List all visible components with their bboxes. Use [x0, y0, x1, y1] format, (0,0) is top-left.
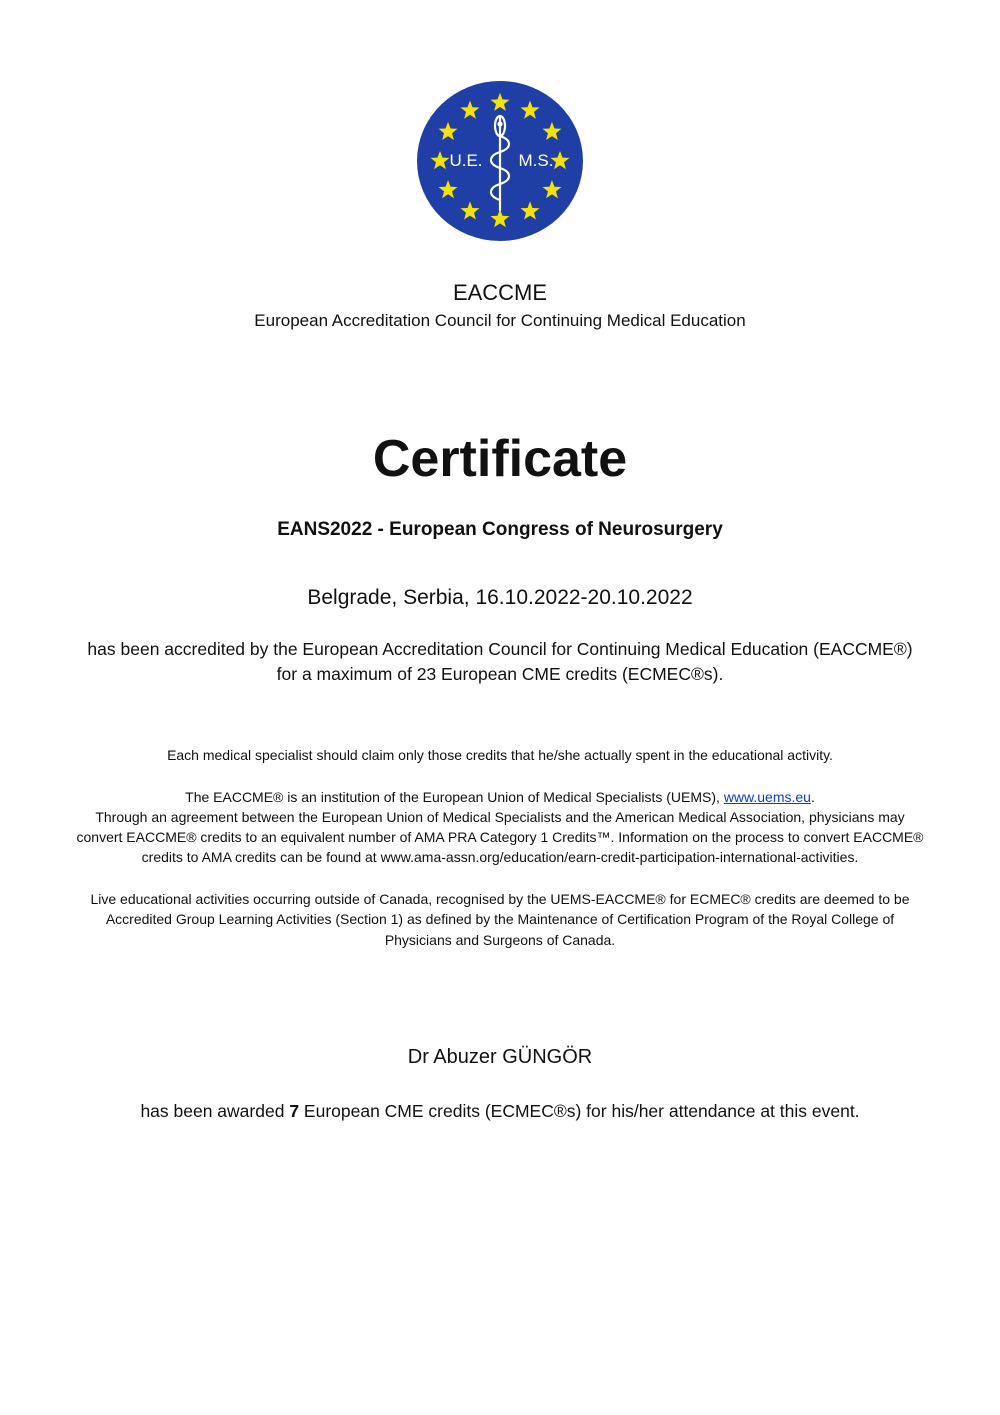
accreditation-line-1: has been accredited by the European Accreditation Council for Continuing Medical Education (EACCME®)	[87, 639, 913, 659]
canada-line-1: Live educational activities occurring outside of Canada, recognised by the UEMS-EACCME® for ECMEC® credits are deemed to be	[90, 891, 910, 907]
accreditation-line-2: for a maximum of 23 European CME credits (ECMEC®s).	[276, 664, 724, 684]
organization-full-name: European Accreditation Council for Continuing Medical Education	[254, 311, 746, 330]
logo-right-text: M.S.	[518, 151, 554, 170]
canada-line-3: Physicians and Surgeons of Canada.	[384, 932, 616, 948]
institution-suffix: .	[810, 789, 815, 805]
event-name: EANS2022 - European Congress of Neurosurgery	[277, 519, 723, 540]
canada-line-2: Accredited Group Learning Activities (Section 1) as defined by the Maintenance of Certification Program of the Royal College of	[105, 911, 895, 927]
claim-note: Each medical specialist should claim only those credits that he/she actually spent in the educational activity.	[167, 747, 833, 763]
institution-prefix: The EACCME® is an institution of the European Union of Medical Specialists (UEMS),	[185, 789, 724, 805]
organization-acronym: EACCME	[452, 280, 548, 305]
agreement-line-2: convert EACCME® credits to an equivalent number of AMA PRA Category 1 Credits™. Information on the process to convert EACCME®	[76, 829, 924, 845]
award-credits: 7	[289, 1101, 300, 1121]
award-prefix: has been awarded	[140, 1101, 290, 1121]
uems-link[interactable]: www.uems.eu	[723, 789, 811, 805]
award-suffix: European CME credits (ECMEC®s) for his/her attendance at this event.	[299, 1101, 860, 1121]
award-statement	[0, 1099, 1000, 1123]
uems-logo	[416, 80, 584, 242]
logo-left-text: U.E.	[449, 151, 483, 170]
agreement-line-1: Through an agreement between the European Union of Medical Specialists and the American Medical Association, physicians may	[95, 809, 905, 825]
certificate-title: Certificate	[372, 430, 628, 488]
recipient-name: Dr Abuzer GÜNGÖR	[407, 1046, 593, 1068]
institution-note	[0, 787, 1000, 807]
agreement-line-3: credits to AMA credits can be found at www.ama-assn.org/education/earn-credit-participation-international-activities.	[141, 849, 859, 865]
event-place-dates: Belgrade, Serbia, 16.10.2022-20.10.2022	[307, 586, 693, 609]
